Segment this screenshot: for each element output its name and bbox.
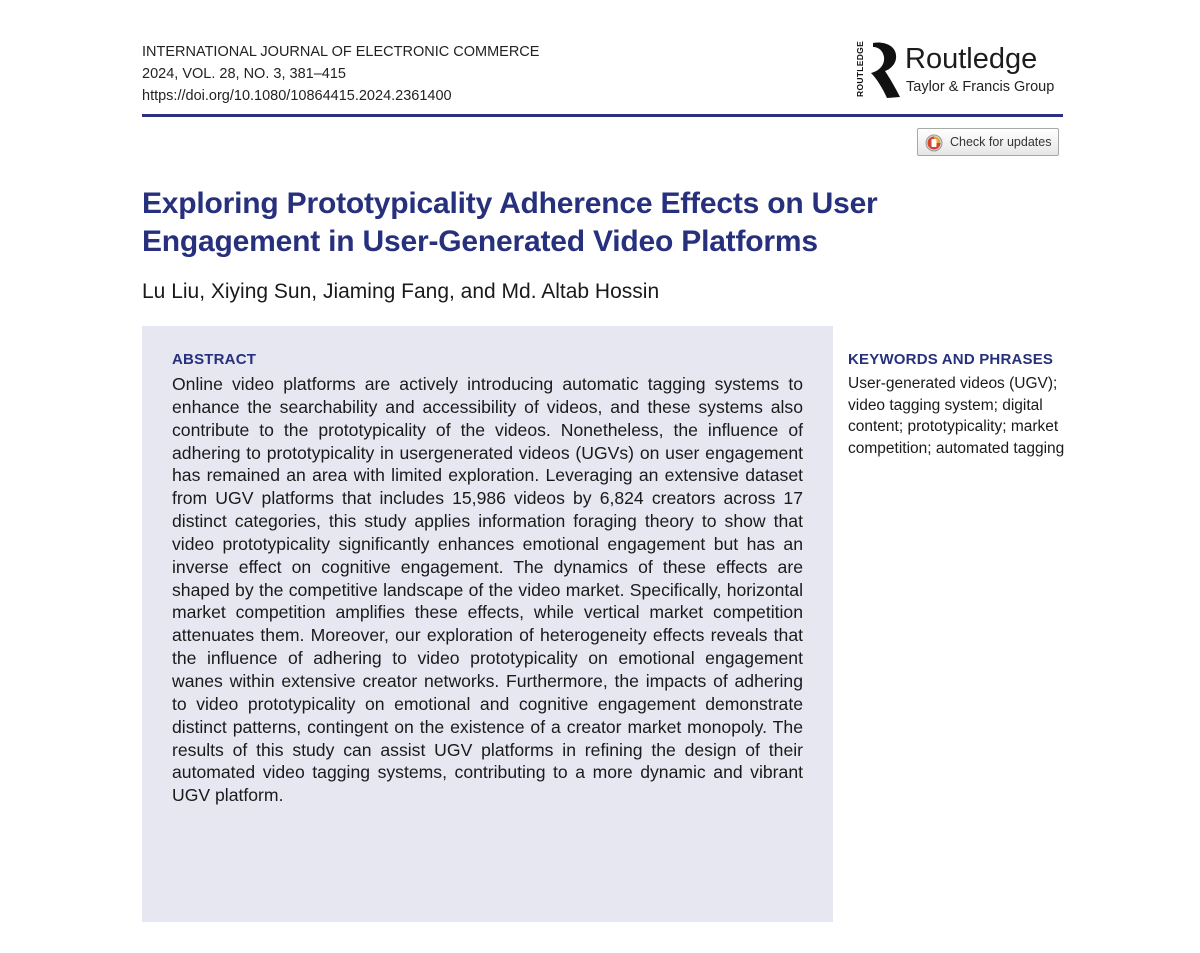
publisher-logo <box>855 40 1070 102</box>
publisher-name: Routledge <box>905 43 1038 75</box>
article-title: Exploring Prototypicality Adherence Effects on User Engagement in User-Generated Video Platforms <box>142 187 878 258</box>
abstract-text: Online video platforms are actively introducing automatic tagging systems to enhance the searchability and accessibility of videos, and these systems also contribute to the prototypicality of the videos. Nonetheless, the influence of adhering to prototypicality in usergenerated videos (UGVs) on user engagement has remained an area with limited exploration. Leveraging an extensive dataset from UGV platforms that includes 15,986 videos by 6,824 creators across 17 distinct categories, this study applies information foraging theory to show that video prototypicality significantly enhances emotional engagement but has an inverse effect on cognitive engagement. The dynamics of these effects are shaped by the competitive landscape of the video market. Specifically, horizontal market competition amplifies these effects, while vertical market competition attenuates them. Moreover, our exploration of heterogeneity effects reveals that the influence of adhering to video prototypicality on emotional engagement wanes within extensive creator networks. Furthermore, the impacts of adhering to video prototypicality on emotional and cognitive engagement demonstrate distinct patterns, contingent on the existence of a creator market monopoly. The results of this study can assist UGV platforms in refining the design of their automated video tagging systems, contributing to a more dynamic and vibrant UGV platform. <box>172 374 803 806</box>
abstract-heading: ABSTRACT <box>172 351 257 368</box>
check-updates-button[interactable] <box>917 128 1059 156</box>
keywords-text: User-generated videos (UGV); video tagging system; digital content; prototypicality; market competition; automated tagging <box>848 375 1065 457</box>
routledge-head-icon <box>867 41 901 99</box>
check-updates-icon <box>925 134 943 152</box>
publisher-group: Taylor & Francis Group <box>906 79 1055 95</box>
abstract-box <box>142 326 833 922</box>
volume-info: 2024, VOL. 28, NO. 3, 381–415 <box>142 66 346 82</box>
header-rule <box>142 114 1063 117</box>
keywords-heading: KEYWORDS AND PHRASES <box>848 351 1054 368</box>
doi-link[interactable]: https://doi.org/10.1080/10864415.2024.2361400 <box>142 88 452 104</box>
check-updates-label: Check for updates <box>950 135 1052 149</box>
journal-name: INTERNATIONAL JOURNAL OF ELECTRONIC COMMERCE <box>142 44 540 60</box>
article-authors: Lu Liu, Xiying Sun, Jiaming Fang, and Md. Altab Hossin <box>142 280 660 303</box>
journal-header <box>142 41 539 107</box>
publisher-vertical-text: ROUTLEDGE <box>855 40 865 98</box>
